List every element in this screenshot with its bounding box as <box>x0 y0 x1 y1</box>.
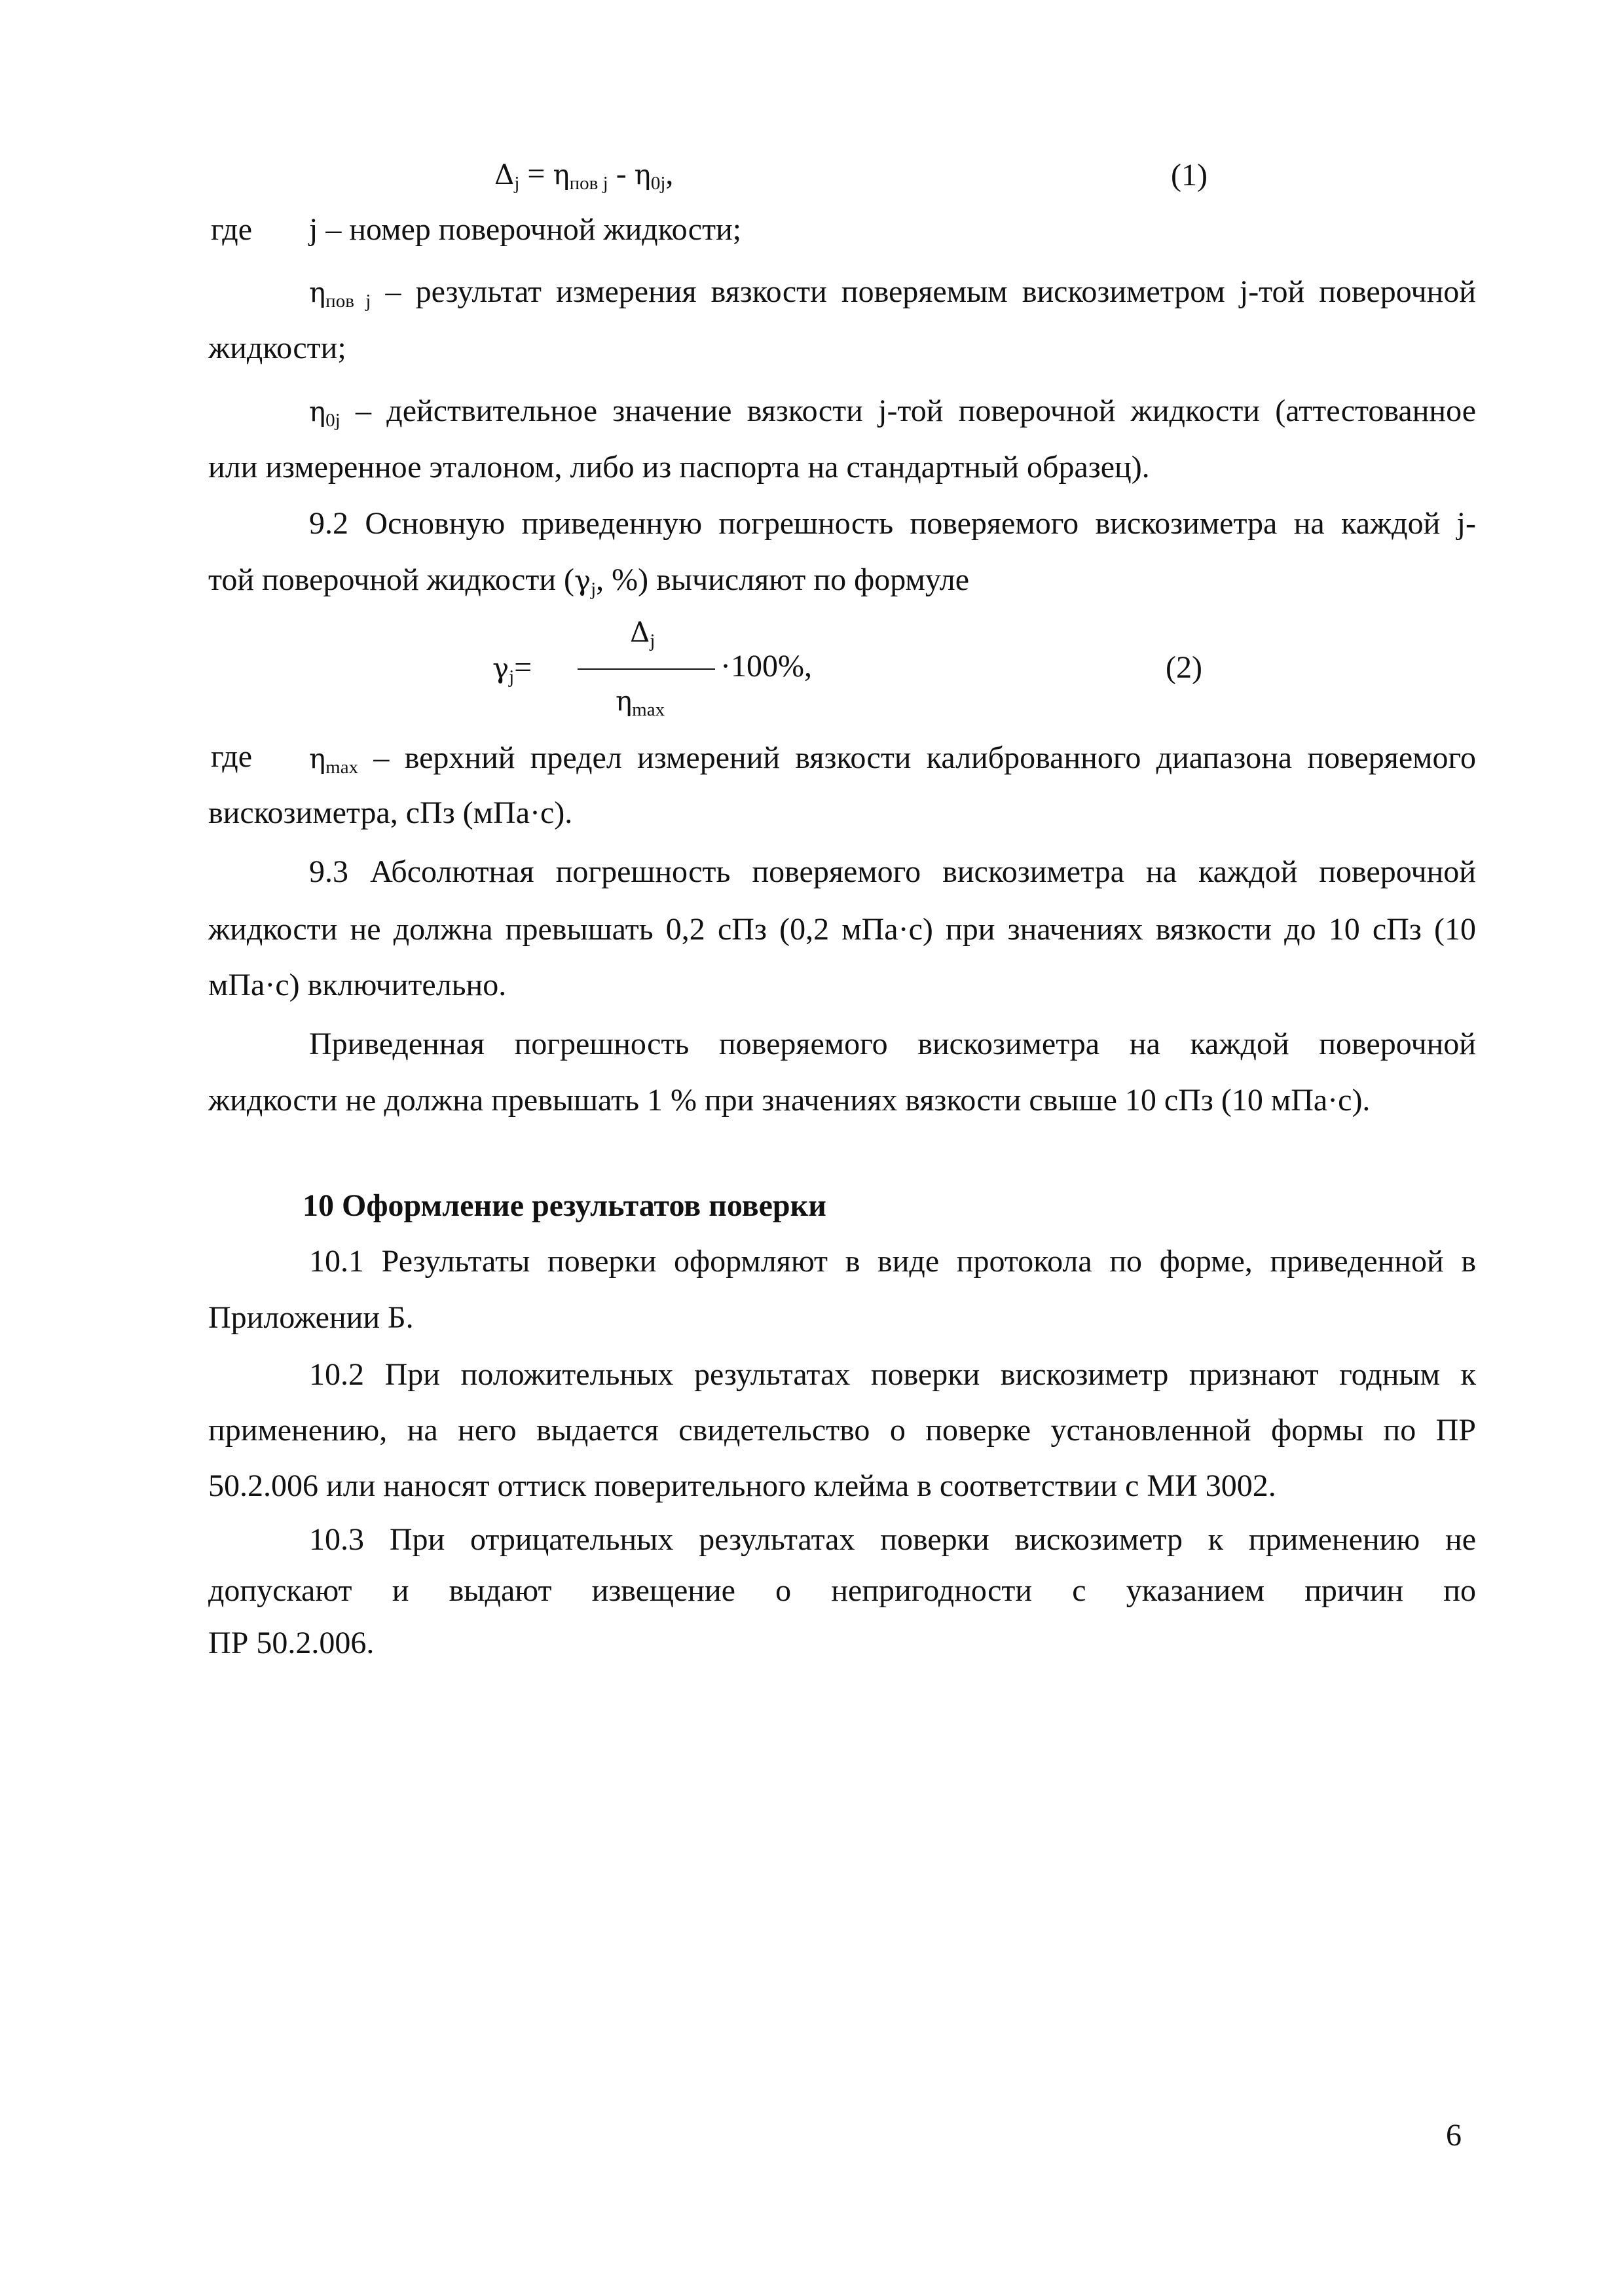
eta-max-definition <box>309 738 1476 787</box>
formula-sub: 0j <box>325 410 341 431</box>
definition-text: – результат измерения вязкости поверяемым вискозиметром j-той поверочной <box>371 274 1476 309</box>
where-label: где <box>211 212 253 247</box>
formula-1 <box>494 155 673 203</box>
paragraph-10-3-line1: 10.3 При отрицательных результатах поверки вискозиметр к применению не <box>309 1522 1476 1557</box>
page-number: 6 <box>1446 2118 1462 2153</box>
paragraph-9-3-line3: мПа·с) включительно. <box>208 968 507 1002</box>
definition-continuation: жидкости; <box>208 331 346 365</box>
paragraph-9-2-line2 <box>208 560 969 609</box>
formula-1-number: (1) <box>1171 158 1208 192</box>
eta-symbol: η <box>309 742 326 774</box>
formula-sub: пов j <box>569 173 608 194</box>
paragraph-10-2-line2: применению, на него выдается свидетельство о поверке установленной формы по ПР <box>208 1413 1476 1448</box>
paragraph-reduced-error-line2: жидкости не должна превышать 1 % при значениях вязкости свыше 10 сПз (10 мПа·с). <box>208 1083 1371 1118</box>
delta-symbol: Δ <box>630 616 650 648</box>
delta-symbol: Δ <box>494 158 515 191</box>
fraction-bar <box>578 668 715 670</box>
formula-sub: j <box>650 630 655 651</box>
formula-sub: j <box>591 579 597 600</box>
definition-continuation: или измеренное эталоном, либо из паспорта на стандартный образец). <box>208 450 1150 484</box>
formula-sub: j <box>514 173 520 194</box>
paragraph-10-3-line2: допускают и выдают извещение о непригодности с указанием причин по <box>208 1573 1476 1608</box>
where-label: где <box>211 739 253 774</box>
equals-sign: = <box>514 650 532 685</box>
formula-2-lhs <box>492 648 532 697</box>
paragraph-9-2-line1: 9.2 Основную приведенную погрешность поверяемого вискозиметра на каждой j- <box>309 506 1476 541</box>
formula-2-numerator <box>630 612 655 661</box>
eta-symbol: η <box>616 685 633 717</box>
text-fragment: той поверочной жидкости ( <box>208 562 574 597</box>
formula-2-number: (2) <box>1166 650 1202 685</box>
paragraph-reduced-error-line1: Приведенная погрешность поверяемого вискозиметра на каждой поверочной <box>309 1027 1476 1061</box>
j-definition: j – номер поверочной жидкости; <box>309 212 742 247</box>
paragraph-9-3-line2: жидкости не должна превышать 0,2 сПз (0,2 мПа·с) при значениях вязкости до 10 сПз (10 <box>208 912 1476 947</box>
eta-symbol: η <box>309 395 326 428</box>
eta-pov-definition <box>309 272 1476 321</box>
definition-text: – действительное значение вязкости j-той поверочной жидкости (аттестованное <box>340 393 1476 428</box>
minus-sign: - <box>616 156 627 191</box>
formula-tail: , <box>665 156 674 191</box>
paragraph-9-3-line1: 9.3 Абсолютная погрешность поверяемого вискозиметра на каждой поверочной <box>309 854 1476 889</box>
formula-sub: пов j <box>325 291 371 312</box>
formula-sub: 0j <box>650 173 666 194</box>
eta-symbol: η <box>634 158 651 191</box>
text-fragment: , %) вычисляют по формуле <box>596 562 969 597</box>
paragraph-10-1-line2: Приложении Б. <box>208 1300 414 1335</box>
gamma-symbol: γ <box>574 564 591 596</box>
section-10-heading: 10 Оформление результатов поверки <box>303 1188 826 1223</box>
formula-2-denominator <box>616 681 665 729</box>
definition-continuation: вискозиметра, сПз (мПа·с). <box>208 795 573 830</box>
eta-symbol: η <box>553 158 570 191</box>
formula-2-multiplier: ·100%, <box>720 649 812 683</box>
formula-sub: max <box>325 757 359 778</box>
formula-sub: max <box>632 699 665 720</box>
paragraph-10-2-line3: 50.2.006 или наносят оттиск поверительного клейма в соответствии с МИ 3002. <box>208 1468 1276 1503</box>
paragraph-10-3-line3: ПР 50.2.006. <box>208 1626 375 1660</box>
equals-sign: = <box>527 156 545 191</box>
eta-symbol: η <box>309 276 326 308</box>
formula-sub: j <box>509 666 515 687</box>
definition-text: – верхний предел измерений вязкости калиброванного диапазона поверяемого <box>358 740 1476 775</box>
eta-0j-definition <box>309 392 1476 440</box>
paragraph-10-2-line1: 10.2 При положительных результатах поверки вискозиметр признают годным к <box>309 1357 1476 1392</box>
paragraph-10-1-line1: 10.1 Результаты поверки оформляют в виде протокола по форме, приведенной в <box>309 1244 1476 1279</box>
gamma-symbol: γ <box>492 652 509 684</box>
